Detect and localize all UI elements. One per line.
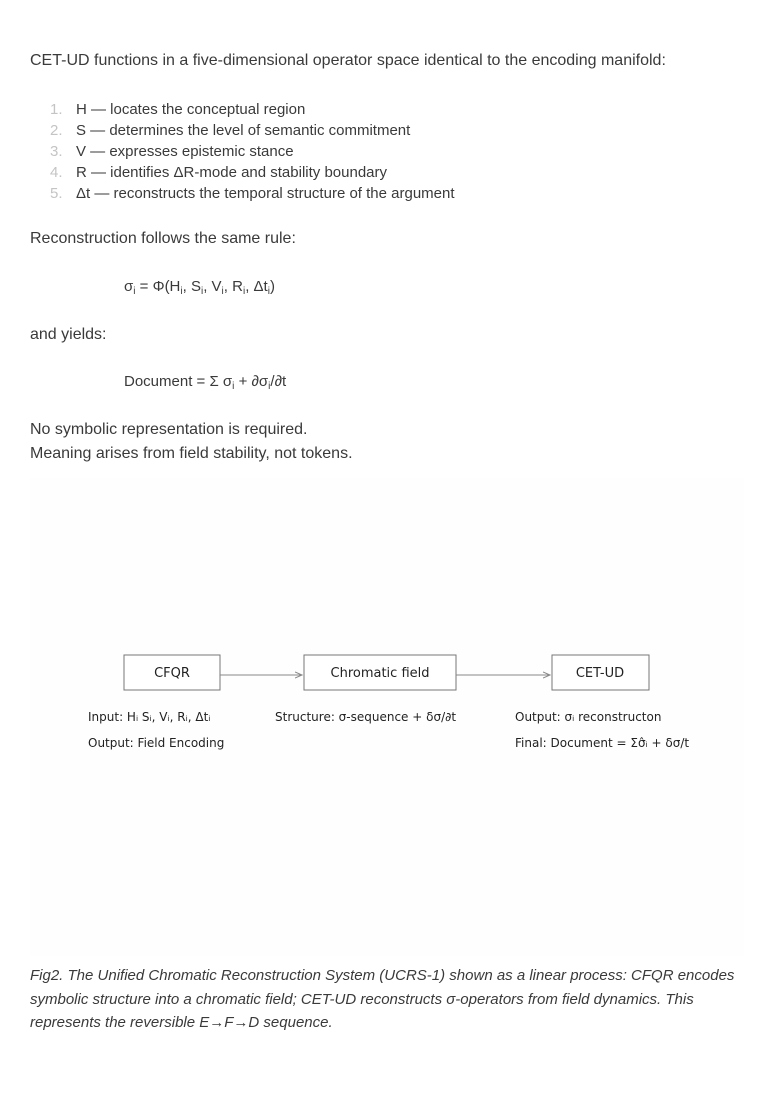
cfqr-output-text: Output: Field Encoding bbox=[88, 736, 225, 750]
figure-caption: Fig2. The Unified Chromatic Reconstruction System (UCRS-1) shown as a linear process: CFQR encodes symbolic structure into a chromatic field; CET-UD reconstructs σ-operators from field dynamics. This represents the reversible E→F→D sequence. bbox=[30, 967, 735, 1031]
list-item bbox=[50, 120, 455, 141]
list-item bbox=[50, 99, 455, 120]
process-diagram-figure bbox=[30, 478, 744, 956]
list-number: 5. bbox=[50, 185, 63, 202]
intro-paragraph: CET-UD functions in a five-dimensional operator space identical to the encoding manifold: bbox=[30, 52, 666, 69]
list-text: R — identifies ΔR-mode and stability boundary bbox=[76, 164, 388, 181]
rule-intro: Reconstruction follows the same rule: bbox=[30, 230, 296, 247]
document-formula: Document = Σ $\sigma_i + \partial\sigma_i/\partial t$ bbox=[124, 373, 287, 392]
cetud-final-text: Final: Document = Σσ̂ᵢ + δσ/t bbox=[515, 736, 690, 750]
list-number: 4. bbox=[50, 164, 63, 181]
chromatic-field-label: Chromatic field bbox=[330, 666, 430, 681]
list-item bbox=[50, 162, 455, 183]
list-text: Δt — reconstructs the temporal structure of the argument bbox=[76, 185, 455, 202]
cfqr-input-text: Input: Hᵢ Sᵢ, Vᵢ, Rᵢ, Δtᵢ bbox=[88, 710, 211, 724]
field-structure-text: Structure: σ-sequence + δσ/∂t bbox=[275, 710, 457, 724]
cet-ud-label: CET-UD bbox=[575, 666, 625, 681]
yields-text: and yields: bbox=[30, 326, 107, 343]
list-item bbox=[50, 141, 455, 162]
process-diagram bbox=[30, 478, 744, 956]
list-item bbox=[50, 183, 455, 204]
cetud-output-text: Output: σᵢ reconstructon bbox=[515, 710, 662, 724]
operator-list bbox=[50, 99, 455, 204]
list-number: 2. bbox=[50, 122, 63, 139]
list-text: H — locates the conceptual region bbox=[76, 101, 306, 118]
reconstruction-formula: $\sigma_i = \Phi(H_i$, $S_i$, $V_i$, $R_i$, $\Delta t_i$) bbox=[124, 278, 275, 297]
cfqr-label: CFQR bbox=[154, 666, 190, 681]
list-text: V — expresses epistemic stance bbox=[76, 143, 294, 160]
list-number: 1. bbox=[50, 101, 63, 118]
closing-line-1: No symbolic representation is required. bbox=[30, 421, 308, 438]
closing-line-2: Meaning arises from field stability, not tokens. bbox=[30, 445, 353, 462]
list-text: S — determines the level of semantic commitment bbox=[76, 122, 411, 139]
list-number: 3. bbox=[50, 143, 63, 160]
